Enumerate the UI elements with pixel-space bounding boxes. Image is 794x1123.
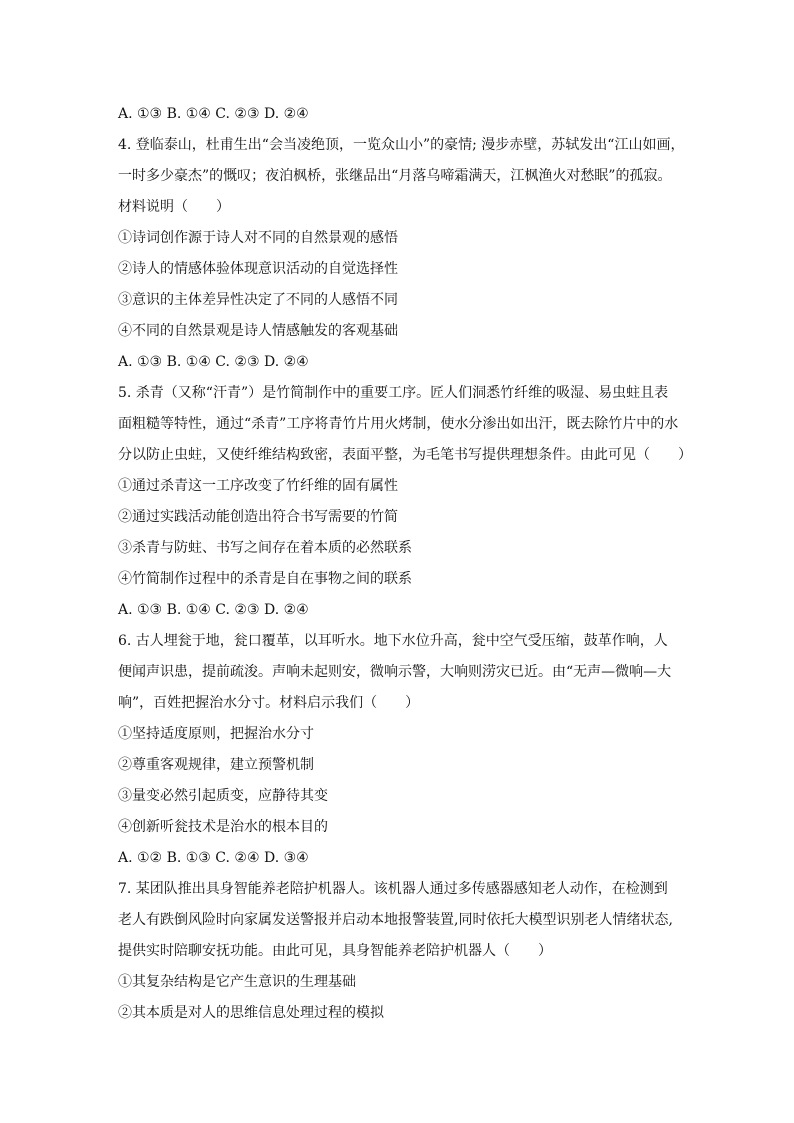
q5-stem-line-3: 分以防止虫蛀，又使纤维结构致密，表面平整，为毛笔书写提供理想条件。由此可见（ ）	[118, 447, 692, 463]
q5-item-4: ④竹简制作过程中的杀青是自在事物之间的联系	[118, 571, 412, 587]
q7-item-1: ①其复杂结构是它产生意识的生理基础	[118, 974, 356, 990]
q4-item-3: ③意识的主体差异性决定了不同的人感悟不同	[118, 292, 398, 308]
q5-item-2: ②通过实践活动能创造出符合书写需要的竹简	[118, 509, 398, 525]
q6-item-2: ②尊重客观规律，建立预警机制	[118, 757, 314, 773]
q7-item-2: ②其本质是对人的思维信息处理过程的模拟	[118, 1005, 384, 1021]
q5-stem-line-2: 面粗糙等特性，通过“杀青”工序将青竹片用火烤制，使水分渗出如出汗，既去除竹片中的水	[118, 416, 679, 432]
q3-options: A. ①③ B. ①④ C. ②③ D. ②④	[118, 106, 309, 122]
q4-options: A. ①③ B. ①④ C. ②③ D. ②④	[118, 354, 309, 370]
q4-stem-line-2: 一时多少豪杰”的慨叹；夜泊枫桥，张继品出“月落乌啼霜满天，江枫渔火对愁眠”的孤寂。	[118, 168, 672, 184]
q7-stem-line-2: 老人有跌倒风险时向家属发送警报并启动本地报警装置,同时依托大模型识别老人情绪状态,	[118, 912, 673, 928]
q4-item-1: ①诗词创作源于诗人对不同的自然景观的感悟	[118, 230, 398, 246]
q6-item-1: ①坚持适度原则，把握治水分寸	[118, 726, 314, 742]
q6-stem-line-1: 6. 古人埋瓮于地，瓮口覆革，以耳听水。地下水位升高，瓮中空气受压缩，鼓革作响，人	[118, 633, 668, 649]
q4-item-2: ②诗人的情感体验体现意识活动的自觉选择性	[118, 261, 398, 277]
q4-stem-line-1: 4. 登临泰山，杜甫生出“会当凌绝顶，一览众山小”的豪情; 漫步赤壁，苏轼发出“江山如画，	[118, 137, 685, 153]
q4-stem-line-3: 材料说明（ ）	[118, 199, 230, 215]
q7-stem-line-1: 7. 某团队推出具身智能养老陪护机器人。该机器人通过多传感器感知老人动作，在检测到	[118, 881, 668, 897]
q6-options: A. ①② B. ①③ C. ②④ D. ③④	[118, 850, 309, 866]
q6-stem-line-3: 响”，百姓把握治水分寸。材料启示我们（ ）	[118, 695, 420, 711]
q6-item-4: ④创新听瓮技术是治水的根本目的	[118, 819, 328, 835]
q5-item-1: ①通过杀青这一工序改变了竹纤维的固有属性	[118, 478, 398, 494]
q6-item-3: ③量变必然引起质变，应静待其变	[118, 788, 328, 804]
q5-stem-line-1: 5. 杀青（又称“汗青”）是竹简制作中的重要工序。匠人们洞悉竹纤维的吸湿、易虫蛀且表	[118, 385, 669, 401]
q7-stem-line-3: 提供实时陪聊安抚功能。由此可见，具身智能养老陪护机器人（ ）	[118, 943, 552, 959]
q4-item-4: ④不同的自然景观是诗人情感触发的客观基础	[118, 323, 398, 339]
q6-stem-line-2: 便闻声识患，提前疏浚。声响未起则安，微响示警，大响则涝灾已近。由“无声—微响—大	[118, 664, 672, 680]
q5-options: A. ①③ B. ①④ C. ②③ D. ②④	[118, 602, 309, 618]
q5-item-3: ③杀青与防蛀、书写之间存在着本质的必然联系	[118, 540, 412, 556]
